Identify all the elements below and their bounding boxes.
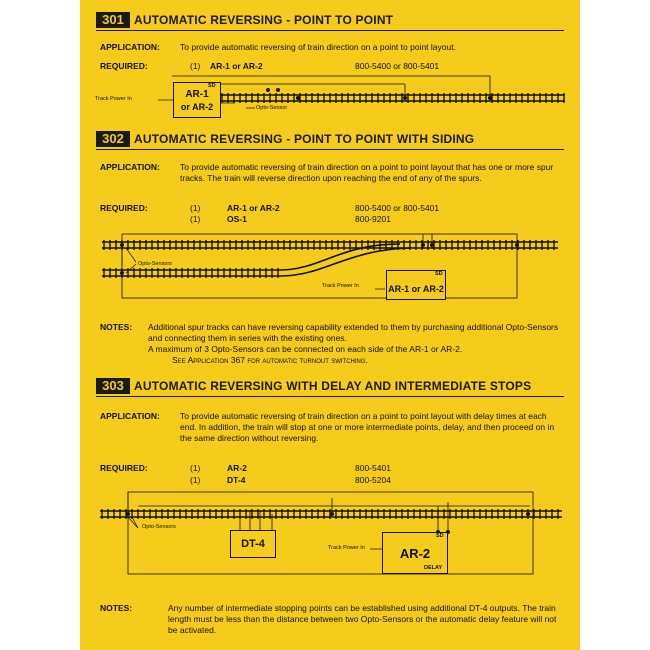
section-301-title: AUTOMATIC REVERSING - POINT TO POINT	[134, 13, 394, 27]
section-302-req1-qty: (1)	[190, 203, 201, 213]
section-303-note-1: Any number of intermediate stopping points can be established using additional DT-4 outputs. The train length must be less than the distance between two Opto-Sensors or the automatic delay feature will not be activated.	[168, 603, 557, 635]
section-303-req1-qty: (1)	[190, 463, 201, 473]
section-302-required-label: REQUIRED:	[100, 203, 148, 213]
section-302-number: 302	[96, 131, 130, 147]
section-303-notes-label: NOTES:	[100, 603, 133, 613]
section-303-title: AUTOMATIC REVERSING WITH DELAY AND INTERMEDIATE STOPS	[134, 379, 532, 393]
section-303-diagram	[80, 488, 580, 593]
section-301-module-line1: AR-1	[185, 89, 209, 100]
section-301-rule	[96, 30, 564, 31]
section-302-req2-item: OS-1	[227, 214, 247, 224]
section-302-note-2: A maximum of 3 Opto-Sensors can be connected on each side of the AR-1 or AR-2.	[148, 344, 463, 354]
section-303-req1-part: 800-5401	[355, 463, 391, 473]
section-303-power-label: Track Power In	[328, 545, 365, 551]
section-302-module-label: AR-1 or AR-2	[388, 284, 444, 294]
section-303-req2-item: DT-4	[227, 475, 246, 485]
section-303-sensor-label: Opto-Sensors	[142, 524, 176, 530]
section-302-req1-part: 800-5400 or 800-5401	[355, 203, 440, 213]
section-302-title: AUTOMATIC REVERSING - POINT TO POINT WITH SIDING	[134, 132, 475, 146]
instruction-page	[80, 0, 580, 650]
section-301-number: 301	[96, 12, 130, 28]
section-301-application-text: To provide automatic reversing of train direction on a point to point layout.	[180, 42, 456, 52]
section-301-diagram	[80, 70, 580, 130]
section-302-sd: SD	[435, 271, 443, 277]
section-303-sd: SD	[436, 533, 444, 539]
section-301-sensor-label: Opto-Sensor	[256, 105, 288, 111]
section-303-required-label: REQUIRED:	[100, 463, 148, 473]
section-303-application-text: To provide automatic reversing of train direction on a point to point layout with delay times at each end. In addition, the train will stop at one or more intermediate points, delay, and then proceed on in the same direction without reversing.	[180, 411, 555, 443]
section-301-power-label: Track Power In	[95, 96, 132, 102]
section-302-application-label: APPLICATION:	[100, 162, 160, 172]
section-301-module-line2: or AR-2	[180, 102, 214, 112]
section-302-note-3: See Application 367 for automatic turnout switching.	[172, 355, 368, 365]
section-301-required-label: REQUIRED:	[100, 61, 148, 71]
section-301-req-part: 800-5400 or 800-5401	[355, 61, 440, 71]
section-302-notes-label: NOTES:	[100, 322, 133, 332]
section-302-application-text: To provide automatic reversing of train direction on a point to point layout that has one or more spur tracks. The train will reverse direction upon reaching the end of any of the spurs.	[180, 162, 554, 183]
section-303-application-label: APPLICATION:	[100, 411, 160, 421]
section-302-req1-item: AR-1 or AR-2	[227, 203, 280, 213]
section-301-sd: SD	[208, 83, 216, 89]
section-303-dt4-label: DT-4	[241, 538, 265, 550]
section-301-req-qty: (1)	[190, 61, 201, 71]
section-302-sensor-label: Opto-Sensors	[138, 261, 172, 267]
section-303-module-label: AR-2	[399, 546, 431, 561]
section-303-rule	[96, 396, 564, 397]
section-302-power-label: Track Power In	[322, 283, 359, 289]
section-302-req2-part: 800-9201	[355, 214, 391, 224]
section-301-application-label: APPLICATION:	[100, 42, 160, 52]
section-302-req2-qty: (1)	[190, 214, 201, 224]
section-302-note-1: Additional spur tracks can have reversing capability extended to them by purchasing additional Opto-Sensors and connecting them in series with the existing ones.	[148, 322, 559, 343]
section-303-delay: DELAY	[424, 565, 443, 571]
section-302-diagram	[80, 226, 580, 316]
section-303-number: 303	[96, 378, 130, 394]
section-303-req2-qty: (1)	[190, 475, 201, 485]
section-303-req1-item: AR-2	[227, 463, 247, 473]
section-301-req-item: AR-1 or AR-2	[210, 61, 263, 71]
section-302-rule	[96, 149, 564, 150]
section-303-req2-part: 800-5204	[355, 475, 391, 485]
